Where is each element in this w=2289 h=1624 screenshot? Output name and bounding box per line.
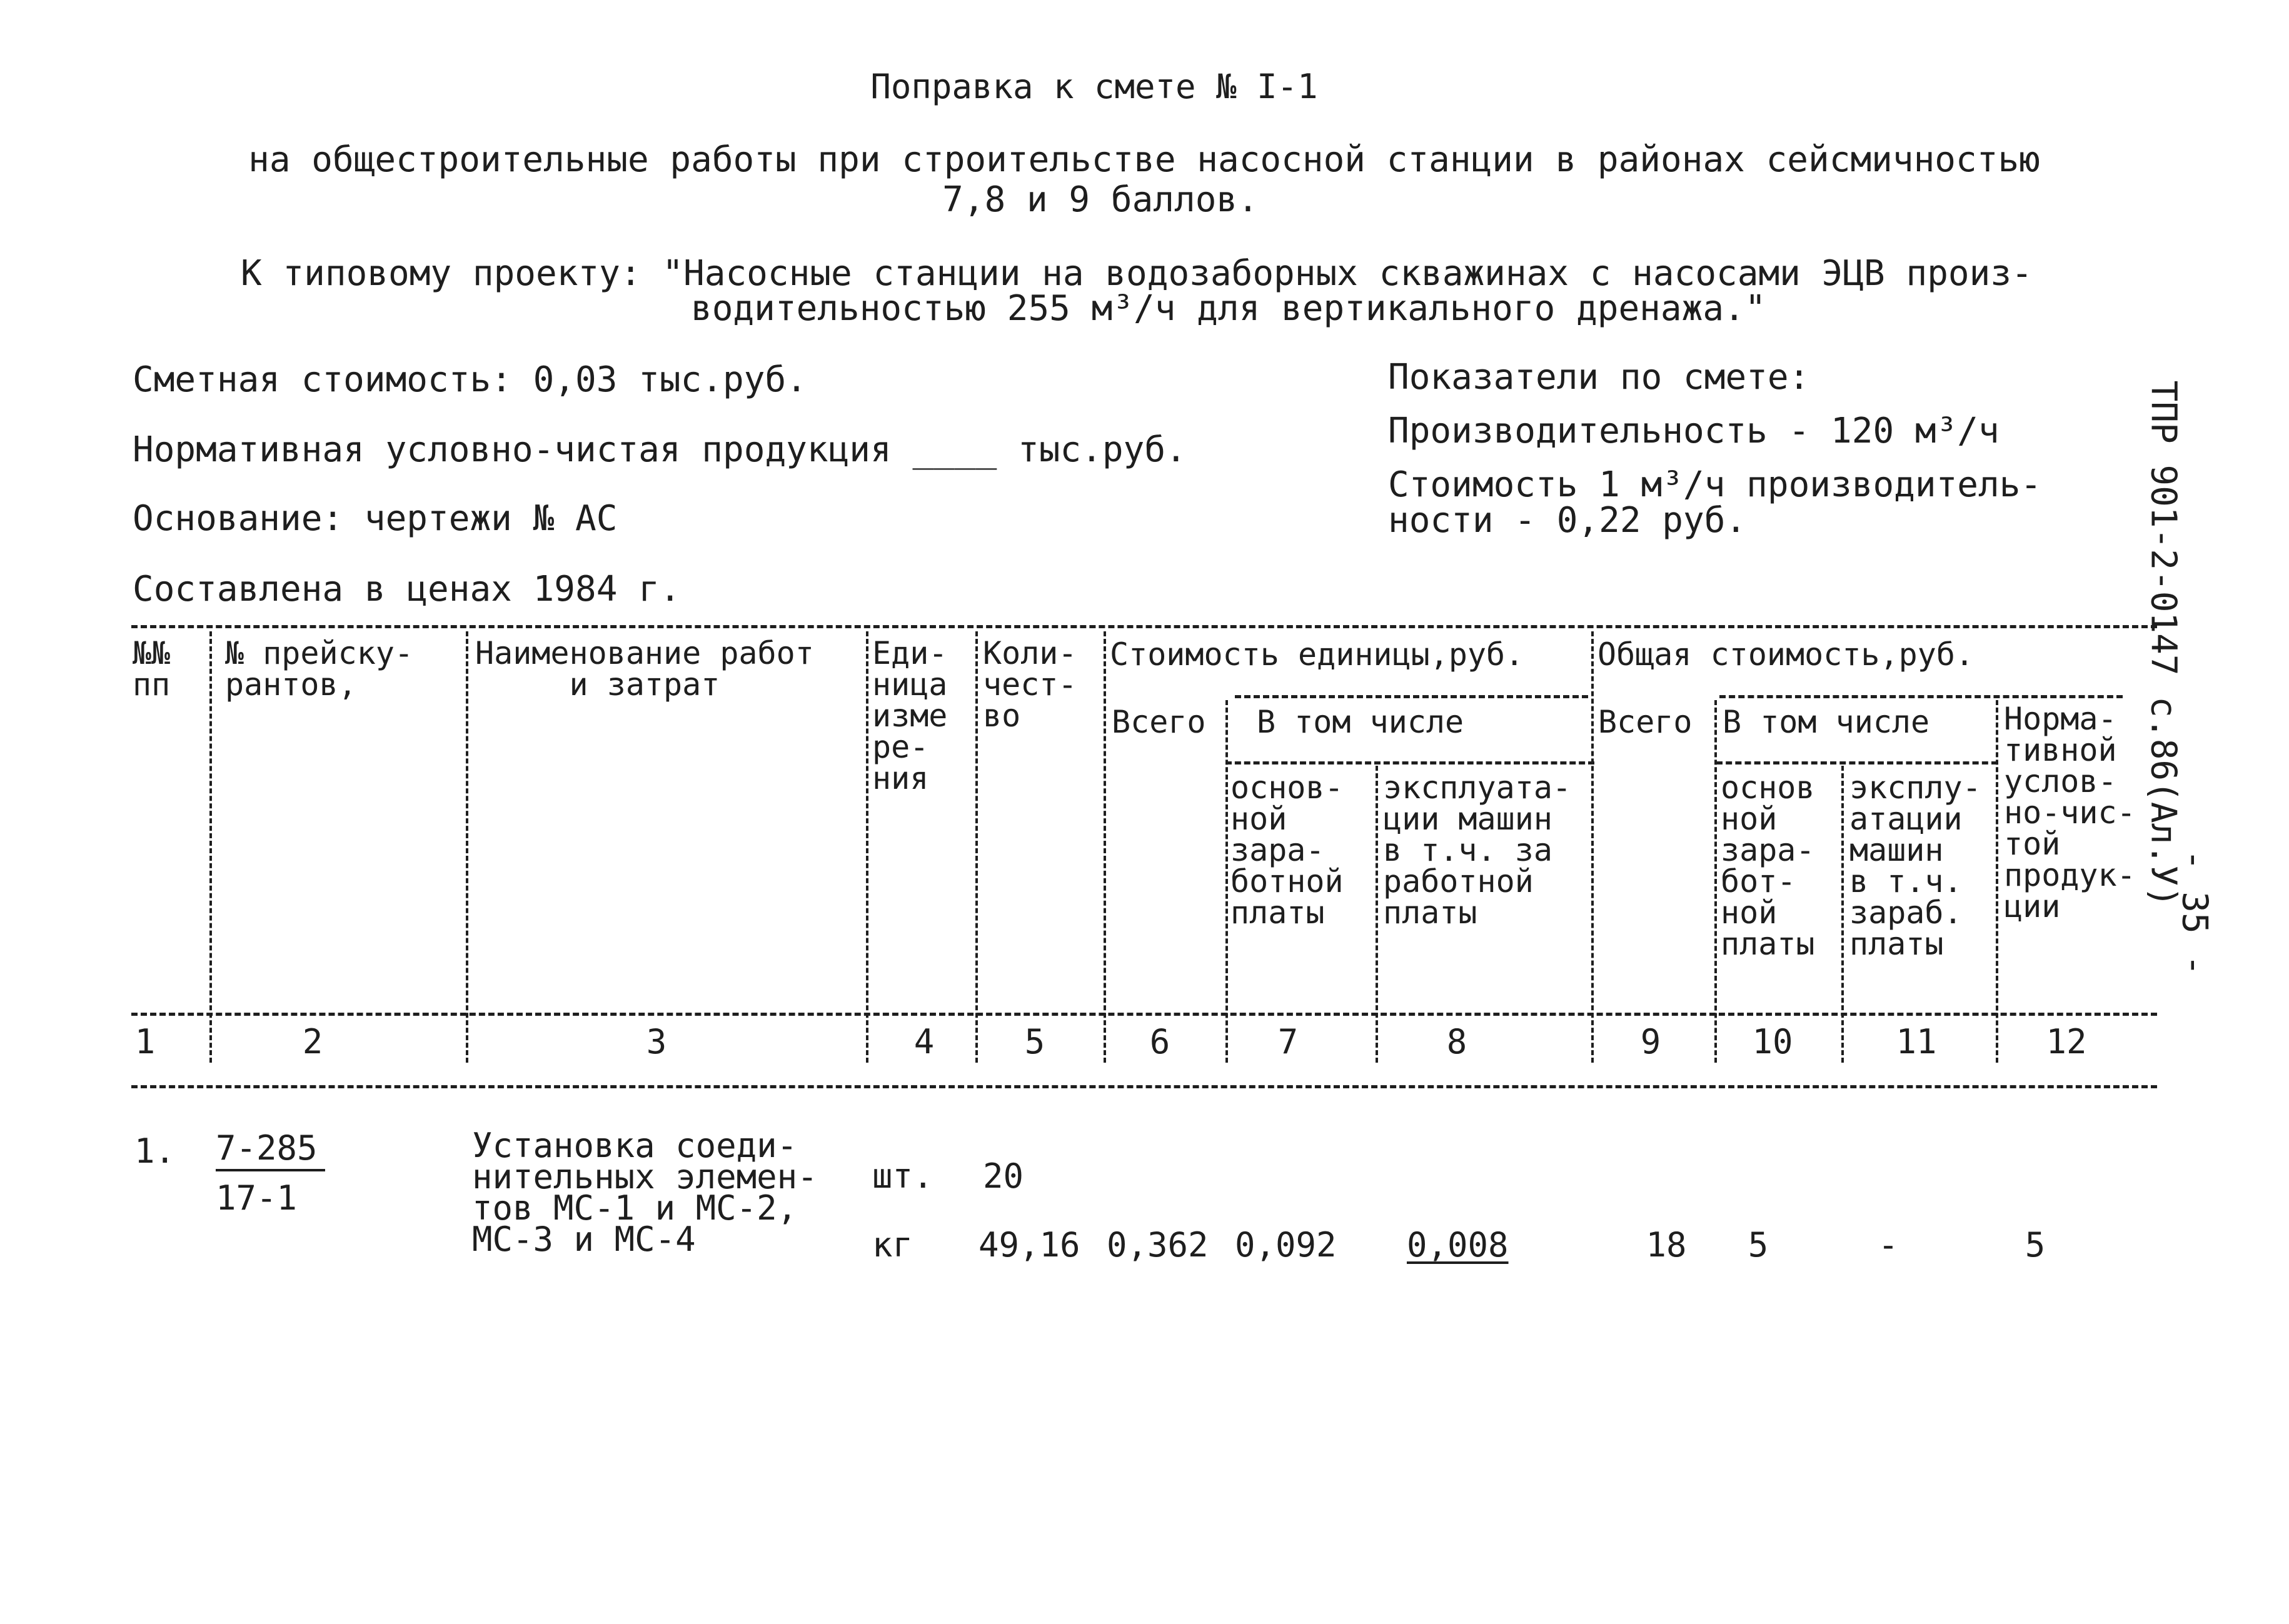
document-subtitle-line-1: на общестроительные работы при строительстве насосной станции в районах сейсмичностью (248, 139, 2040, 180)
indicators-title: Показатели по смете: (1388, 357, 1810, 398)
row-unit-cost-wages: 0,092 (1235, 1225, 1337, 1265)
project-reference-line-1: К типовому проекту: "Насосные станции на водозаборных скважинах с насосами ЭЦВ произ- (241, 253, 2033, 294)
header-price-list: № прейску- рантов, (225, 635, 414, 703)
header-normative-production: Норма- тивной услов- но-чис- той продук- ции (2004, 701, 2136, 925)
header-unit-wages: основ- ной зара- ботной платы (1230, 769, 1344, 931)
column-number-1: 1 (134, 1022, 156, 1061)
header-work-name: Наименование работ и затрат (475, 635, 814, 703)
price-level: Составлена в ценах 1984 г. (133, 569, 681, 609)
col-divider-5 (1104, 631, 1106, 1063)
header-total-machines: эксплу- атации машин в т.ч. зараб. платы (1849, 769, 1981, 962)
price-ref-fraction-line (216, 1169, 325, 1171)
table-subheader-rule-unit-inner (1225, 761, 1594, 764)
row-quantity-kg: 49,16 (978, 1225, 1080, 1265)
table-header-bottom-rule (131, 1013, 2157, 1016)
basis-drawings: Основание: чертежи № АС (133, 498, 618, 539)
row-total-wages: 5 (1748, 1225, 1769, 1265)
row-total-normative: 5 (2025, 1225, 2046, 1265)
column-number-12: 12 (2046, 1022, 2087, 1061)
row-total-cost: 18 (1646, 1225, 1687, 1265)
row-price-ref-top: 7-285 (216, 1128, 318, 1168)
page-number: - 35 - (2174, 849, 2215, 976)
col-divider-3 (866, 631, 868, 1063)
header-row-number: №№ пп (133, 635, 171, 703)
column-number-9: 9 (1640, 1022, 1661, 1061)
column-number-6: 6 (1149, 1022, 1170, 1061)
header-quantity: Коли- чест- во (983, 635, 1077, 734)
header-total-wages: основ ной зара- бот- ной платы (1721, 769, 1815, 962)
header-unit-total: Всего (1112, 704, 1206, 740)
normative-production: Нормативная условно-чистая продукция ____ тыс.руб. (133, 429, 1187, 470)
document-subtitle-line-2: 7,8 и 9 баллов. (942, 179, 1259, 220)
header-unit-cost-group: Стоимость единицы,руб. (1110, 636, 1524, 673)
row-unit-pieces: шт. (872, 1156, 933, 1196)
header-total-cost-group: Общая стоимость,руб. (1597, 636, 1975, 673)
row-unit-cost-machines: 0,008 (1407, 1225, 1509, 1265)
header-total-total: Всего (1598, 704, 1693, 740)
header-unit: Еди- ница изме ре- ния (872, 635, 948, 796)
row-unit-cost-total: 0,362 (1107, 1225, 1209, 1265)
table-top-rule (131, 625, 2157, 628)
col-divider-7 (1376, 766, 1378, 1063)
col-divider-11 (1996, 700, 1998, 1063)
header-unit-in-that-number: В том числе (1257, 704, 1464, 740)
side-document-code: ТПР 901-2-0147 с.86(Ал.У) (2143, 380, 2184, 908)
column-number-2: 2 (302, 1022, 323, 1061)
table-numbers-bottom-rule (131, 1085, 2157, 1088)
column-number-8: 8 (1446, 1022, 1467, 1061)
header-unit-machines: эксплуата- ции машин в т.ч. за работной платы (1383, 769, 1572, 931)
document-title: Поправка к смете № I-1 (870, 67, 1318, 106)
column-number-3: 3 (646, 1022, 667, 1061)
column-number-4: 4 (913, 1022, 935, 1061)
column-number-7: 7 (1277, 1022, 1299, 1061)
col-divider-10 (1841, 766, 1844, 1063)
col-divider-6 (1225, 700, 1228, 1063)
table-subheader-rule-total (1719, 695, 2123, 698)
col-divider-4 (975, 631, 978, 1063)
row-total-machines: - (1878, 1225, 1899, 1265)
table-subheader-rule-total-inner (1716, 761, 1998, 764)
col-divider-9 (1714, 700, 1717, 1063)
productivity-indicator: Производительность - 120 м³/ч (1388, 411, 2000, 451)
row-quantity-pieces: 20 (983, 1156, 1024, 1196)
table-subheader-rule-unit (1235, 695, 1588, 698)
row-unit-kg: кг (872, 1225, 913, 1265)
row-work-name: Установка соеди- нительных элемен- тов МС-1 и МС-2, МС-3 и МС-4 (472, 1126, 818, 1259)
col-divider-1 (209, 631, 212, 1063)
header-total-in-that-number: В том числе (1723, 704, 1930, 740)
estimated-cost: Сметная стоимость: 0,03 тыс.руб. (133, 359, 807, 400)
column-number-11: 11 (1896, 1022, 1937, 1061)
col-divider-2 (466, 631, 468, 1063)
unit-cost-indicator-line-1: Стоимость 1 м³/ч производитель- (1388, 464, 2042, 505)
col-divider-8 (1591, 631, 1594, 1063)
column-number-10: 10 (1752, 1022, 1793, 1061)
row-number: 1. (134, 1131, 176, 1171)
row-price-ref-bottom: 17-1 (216, 1178, 298, 1218)
project-reference-line-2: водительностью 255 м³/ч для вертикального дренажа." (691, 288, 1766, 329)
unit-cost-indicator-line-2: ности - 0,22 руб. (1388, 500, 1747, 541)
column-number-5: 5 (1024, 1022, 1045, 1061)
